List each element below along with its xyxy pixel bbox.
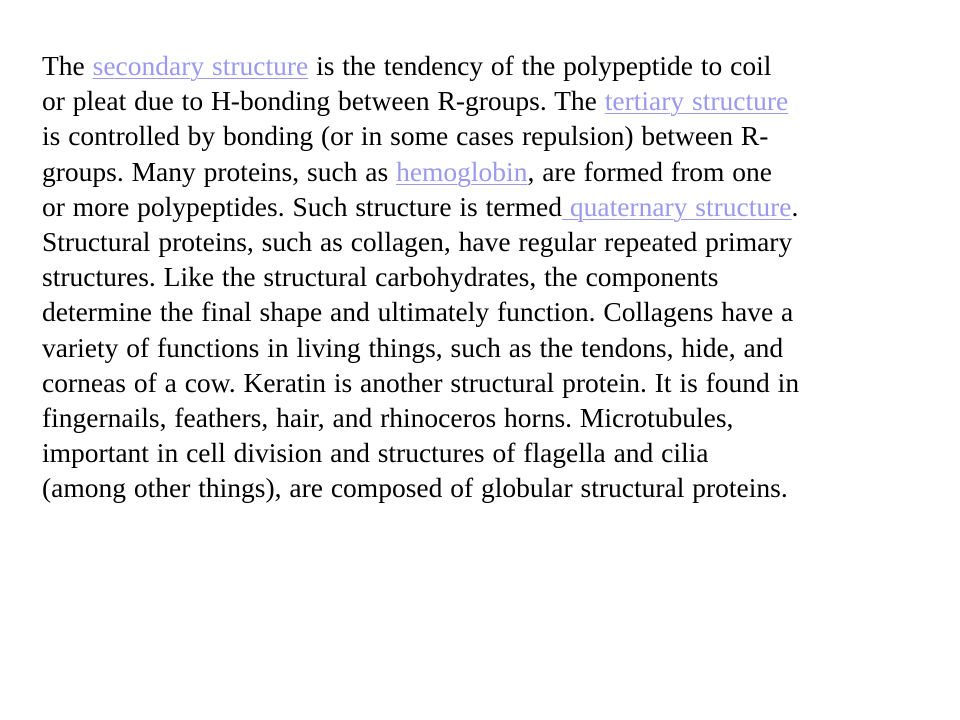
text-line: determine the final shape and ultimately function. Collagens have a xyxy=(42,296,794,328)
text-line: variety of functions in living things, such as the tendons, hide, and xyxy=(42,331,784,363)
text-line: is controlled by bonding (or in some cases repulsion) between R- xyxy=(42,120,769,152)
text-segment: groups. Many proteins, such as xyxy=(42,155,397,187)
text-line: structures. Like the structural carbohydrates, the components xyxy=(42,261,719,293)
text-line: fingernails, feathers, hair, and rhinoceros horns. Microtubules, xyxy=(42,402,734,434)
quaternary-structure-link[interactable]: quaternary structure xyxy=(561,190,792,222)
text-line xyxy=(42,189,922,224)
text-line xyxy=(42,83,922,118)
text-segment: is the tendency of the polypeptide to coil xyxy=(308,50,772,81)
text-line xyxy=(42,48,922,83)
text-segment: or pleat due to H-bonding between R-groups. The xyxy=(42,85,605,117)
text-segment: or more polypeptides. Such structure is termed xyxy=(42,190,562,222)
text-line: important in cell division and structures of flagella and cilia xyxy=(42,437,709,469)
body-paragraph xyxy=(42,48,922,506)
text-line xyxy=(42,154,922,189)
hemoglobin-link[interactable]: hemoglobin xyxy=(396,155,528,187)
tertiary-structure-link[interactable]: tertiary structure xyxy=(604,85,789,117)
text-line: corneas of a cow. Keratin is another structural protein. It is found in xyxy=(42,366,800,398)
text-line: (among other things), are composed of globular structural proteins. xyxy=(42,472,788,504)
text-line: Structural proteins, such as collagen, have regular repeated primary xyxy=(42,226,793,258)
text-segment: , are formed from one xyxy=(527,155,772,187)
text-segment: . xyxy=(791,190,799,222)
text-segment: The xyxy=(42,50,93,81)
secondary-structure-link[interactable]: secondary structure xyxy=(92,50,309,81)
